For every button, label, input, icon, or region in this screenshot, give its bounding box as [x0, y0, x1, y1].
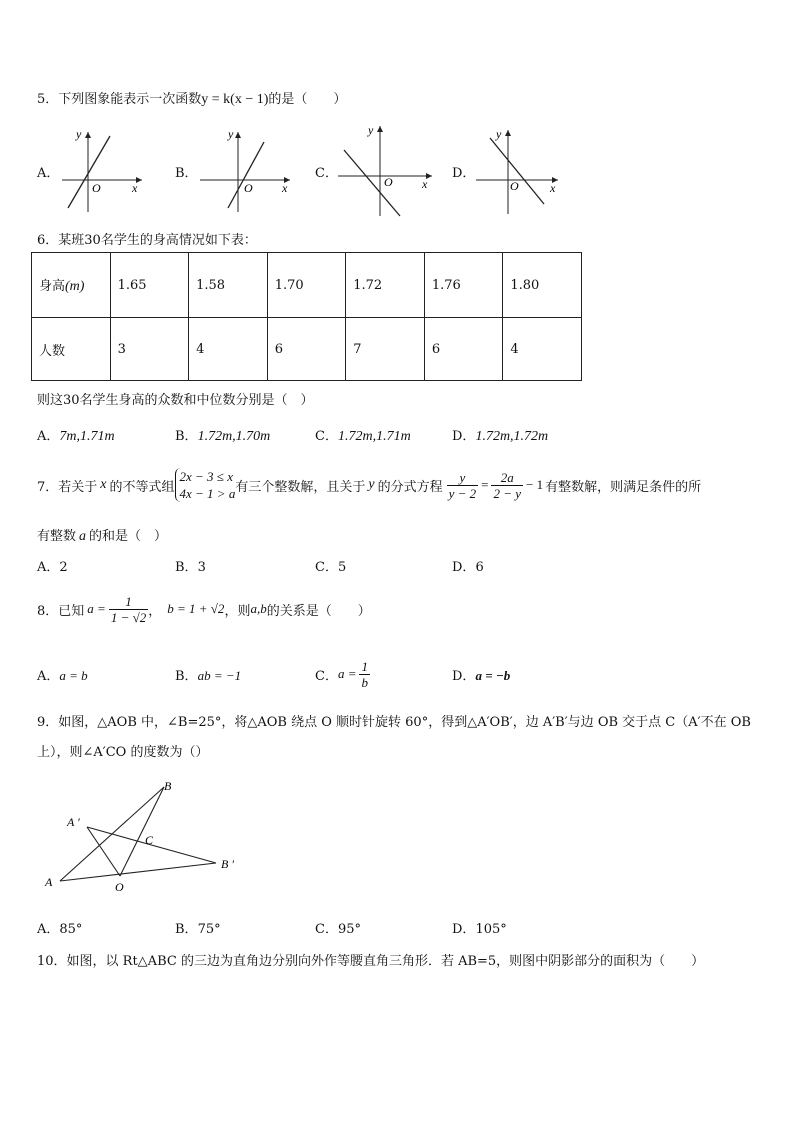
- q8-option-b: B．ab = −1: [175, 668, 242, 684]
- q5-graph-d: [474, 124, 564, 216]
- table-cell: 3: [110, 318, 189, 381]
- q5-c-origin: O: [384, 175, 393, 189]
- table-cell: 6: [267, 318, 346, 381]
- table-cell: 4: [189, 318, 268, 381]
- table-cell: 1.65: [110, 253, 189, 318]
- q5-a-origin: O: [92, 181, 101, 195]
- q7-stem-line2: 有整数 a 的和是（ ）: [37, 529, 168, 544]
- q9-stem-line2: 上），则∠A′CO 的度数为（）: [37, 745, 209, 760]
- table-cell: 1.58: [189, 253, 268, 318]
- q5-d-x-label: x: [550, 181, 556, 195]
- q5-d-y-label: y: [496, 127, 502, 141]
- q7-option-c: C．5: [315, 560, 347, 575]
- q5-c-y-label: y: [368, 123, 374, 137]
- q8-option-d: D．a = −b: [452, 668, 511, 684]
- q5-option-d-label: D．: [452, 166, 476, 181]
- table-header-count: 人数: [32, 318, 111, 381]
- q9-option-b: B．75°: [175, 922, 221, 937]
- point-a-prime-label: A ′: [67, 815, 80, 829]
- q5-b-y-label: y: [228, 127, 234, 141]
- table-cell: 1.70: [267, 253, 346, 318]
- q6-question: 则这30名学生身高的众数和中位数分别是（ ）: [37, 393, 314, 408]
- q6-option-d: D．1.72m,1.72m: [452, 429, 549, 444]
- point-c-label: C: [145, 833, 154, 847]
- q5-formula: y = k(x − 1): [201, 92, 269, 107]
- q5-graph-a: [60, 126, 150, 216]
- table-row-heights: [32, 253, 582, 318]
- q7-option-d: D．6: [452, 560, 484, 575]
- q8-fraction: $\frac{1}{1 - √2}$: [110, 593, 147, 625]
- q5-stem: 5．下列图象能表示一次函数y = k(x − 1)的是（ ）: [37, 92, 347, 107]
- table-cell: 4: [503, 318, 582, 381]
- table-header-height: 身高(m): [32, 253, 111, 318]
- q6-option-a: A．7m,1.71m: [37, 429, 115, 444]
- q7-option-b: B．3: [175, 560, 206, 575]
- q7-fraction-2: $\frac{2a}{2 - y}$: [493, 469, 522, 501]
- q5-b-origin: O: [244, 181, 253, 195]
- q9-option-a: A．85°: [37, 922, 83, 937]
- point-a-label: A: [45, 875, 53, 889]
- q9-figure: [40, 772, 250, 898]
- q8-stem: 8．已知 a = $\frac{1}{1 - √2}$ ， b = 1 + √2 ，则 a,b 的关系是（ ）: [37, 593, 371, 625]
- table-row-counts: [32, 318, 582, 381]
- q6-option-b: B．1.72m,1.70m: [175, 429, 271, 444]
- q5-c-x-label: x: [422, 177, 428, 191]
- q5-b-x-label: x: [282, 181, 288, 195]
- q7-inequality-system: 2x − 3 ≤ x 4x − 1 > a: [175, 468, 236, 502]
- point-o-label: O: [115, 880, 124, 894]
- q9-option-c: C．95°: [315, 922, 361, 937]
- q10-stem: 10．如图，以 Rt△ABC 的三边为直角边分别向外作等腰直角三角形．若 AB=5，则图中阴影部分的面积为（ ）: [37, 954, 705, 969]
- q6-option-c: C．1.72m,1.71m: [315, 429, 411, 444]
- segment-ab-prime: [60, 863, 216, 881]
- q7-fraction-1: $\frac{y}{y - 2}$: [448, 469, 477, 501]
- q5-a-x-label: x: [132, 181, 138, 195]
- q8-option-c: C． a = $\frac{1}{b}$: [315, 658, 368, 690]
- q5-option-c-label: C．: [315, 166, 338, 181]
- table-cell: 1.80: [503, 253, 582, 318]
- table-cell: 6: [424, 318, 503, 381]
- q5-graph-b: [198, 126, 298, 216]
- table-cell: 7: [346, 318, 425, 381]
- height-table: [31, 252, 582, 381]
- q6-stem: 6．某班30名学生的身高情况如下表：: [37, 233, 257, 248]
- q7-stem-line1: 7．若关于 x 的不等式组 2x − 3 ≤ x 4x − 1 > a 有三个整数解，且关于 y 的分式方程 $\frac{y}{y - 2}$ = $\frac{2a}{2 - y}$ − 1 有整数解，则满足条件的所: [37, 469, 702, 501]
- q5-a-y-label: y: [76, 127, 82, 141]
- q8-option-a: A．a = b: [37, 668, 88, 684]
- table-cell: 1.76: [424, 253, 503, 318]
- q7-option-a: A．2: [37, 560, 68, 575]
- point-b-label: B: [164, 779, 172, 793]
- segment-ob: [120, 787, 164, 876]
- point-b-prime-label: B ′: [221, 857, 234, 871]
- q5-option-b-label: B．: [175, 166, 198, 181]
- q5-graph-c: [336, 120, 440, 220]
- table-cell: 1.72: [346, 253, 425, 318]
- q9-option-d: D．105°: [452, 922, 507, 937]
- q5-option-a-label: A．: [37, 166, 60, 181]
- q9-stem-line1: 9．如图，△AOB 中，∠B=25°，将△AOB 绕点 O 顺时针旋转 60°，得到△A′OB′，边 A′B′与边 OB 交于点 C（A′不在 OB: [37, 715, 751, 730]
- q5-d-origin: O: [510, 179, 519, 193]
